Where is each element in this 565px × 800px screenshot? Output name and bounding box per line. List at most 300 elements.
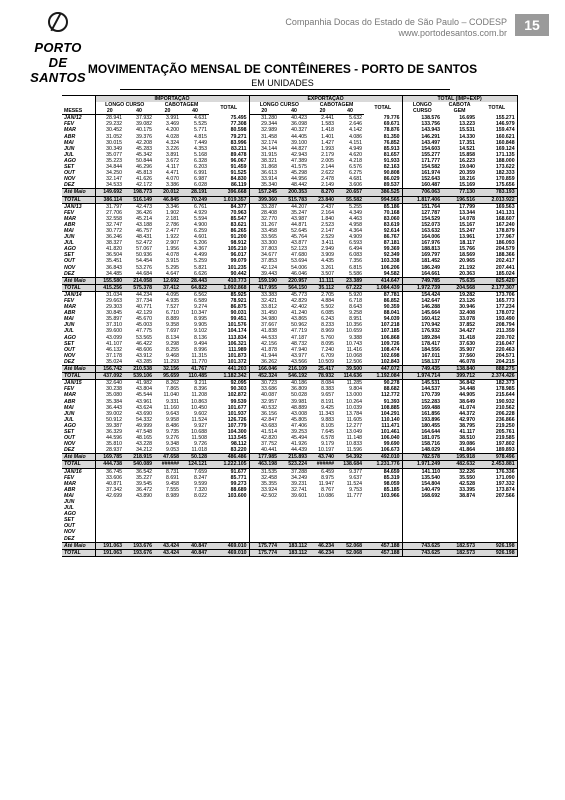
value-cell: 41.982 <box>124 380 154 387</box>
value-cell: 204.215 <box>477 359 517 366</box>
value-cell: 143.497 <box>402 140 442 146</box>
month-cell: JAN/16 <box>62 468 95 475</box>
value-cell: 214.058 <box>124 277 154 284</box>
value-cell: 35.247 <box>291 209 308 216</box>
value-cell: 46.078 <box>442 359 477 366</box>
value-cell: 39.376 <box>136 133 152 140</box>
value-cell: 9.377 <box>336 468 364 475</box>
value-cell: 37.667 <box>249 322 279 328</box>
value-cell: 43.865 <box>291 316 308 323</box>
value-cell: 78.876 <box>383 127 400 134</box>
value-cell: 926.198 <box>477 542 517 549</box>
value-cell: 3.346 <box>154 203 181 210</box>
value-cell: 8.975 <box>321 474 335 481</box>
value-cell: 86.119 <box>209 182 249 189</box>
value-cell: 155.277 <box>402 152 442 158</box>
value-cell: 31.868 <box>249 164 279 170</box>
value-cell: 101.937 <box>227 410 247 417</box>
value-cell: 3.991 <box>166 115 179 122</box>
value-cell <box>124 536 154 543</box>
header-exp-cabotagem: CABOTAGEM <box>319 102 354 109</box>
value-cell: 6.203 <box>194 164 207 171</box>
value-cell: 39.086 <box>459 441 476 448</box>
value-cell: 99.273 <box>230 480 247 487</box>
value-cell: 79.776 <box>383 115 400 122</box>
value-cell: 204.579 <box>477 246 517 252</box>
header-exp-total: TOTAL <box>374 105 392 112</box>
value-cell: 782.578 <box>402 454 442 461</box>
value-cell: 157.245 <box>249 189 279 196</box>
value-cell: 6.626 <box>181 271 209 278</box>
month-cell: JAN/13 <box>62 203 95 210</box>
value-cell: 169.797 <box>402 252 442 258</box>
value-cell: 46.757 <box>136 227 152 234</box>
value-cell: 40.423 <box>291 115 308 122</box>
value-cell: 29.232 <box>95 121 124 127</box>
value-cell: 31.267 <box>249 222 279 228</box>
value-cell: 743.625 <box>402 549 442 556</box>
value-cell: 28.443 <box>181 277 209 284</box>
header-exp-cab-20: 20 <box>309 108 336 115</box>
value-cell: 13.961 <box>459 234 476 241</box>
value-cell: 90.278 <box>364 380 402 387</box>
value-cell: 44.905 <box>459 392 476 399</box>
value-cell: 75.495 <box>230 115 247 122</box>
value-cell: 2.147 <box>321 227 335 234</box>
value-cell: 76.852 <box>383 139 400 146</box>
value-cell: 4.620 <box>349 151 363 158</box>
value-cell: 3.386 <box>154 182 181 189</box>
value-cell: 12.506 <box>336 359 364 366</box>
value-cell: 45.670 <box>136 316 152 323</box>
value-cell: 167.976 <box>402 240 442 246</box>
table-row <box>62 203 517 210</box>
value-cell: 52.068 <box>336 542 364 549</box>
value-cell: 32.640 <box>95 380 124 387</box>
value-cell: 46.234 <box>309 542 336 549</box>
value-cell: 9.258 <box>349 310 363 317</box>
value-cell: 18.117 <box>459 240 476 247</box>
value-cell: 79.271 <box>230 133 247 140</box>
value-cell: 9.211 <box>181 380 209 387</box>
value-cell: 9.388 <box>349 334 363 341</box>
value-cell: 43.624 <box>136 404 152 411</box>
month-cell: JUN <box>64 234 75 241</box>
value-cell: 176.932 <box>402 328 442 334</box>
value-cell: 53.565 <box>136 334 152 341</box>
value-cell: 410.773 <box>209 277 249 284</box>
month-cell: AGO <box>64 246 76 253</box>
value-cell: 34.448 <box>459 386 476 393</box>
header-imp-total: TOTAL <box>220 105 238 112</box>
value-cell: 15.858 <box>459 151 476 158</box>
value-cell: 126.726 <box>227 416 247 423</box>
value-cell: 207.441 <box>477 265 517 271</box>
month-cell: TOTAL <box>62 196 95 203</box>
value-cell: 9.348 <box>166 441 179 448</box>
table-row <box>62 182 517 189</box>
value-cell: 48.165 <box>136 435 152 442</box>
value-cell: 9.804 <box>349 386 363 393</box>
value-cell: 492.010 <box>364 454 402 461</box>
value-cell: 2.181 <box>166 215 179 222</box>
value-cell: 41.514 <box>249 429 279 435</box>
value-cell: 11.777 <box>346 492 363 499</box>
value-cell: 11.285 <box>336 380 364 387</box>
value-cell: 515.783 <box>279 196 309 203</box>
value-cell: 2.477 <box>166 227 179 234</box>
value-cell: 39.387 <box>95 423 124 429</box>
value-cell: 32.174 <box>249 140 279 146</box>
value-cell: 35.550 <box>459 474 476 481</box>
value-cell: 10.863 <box>191 398 207 405</box>
value-cell: 52.068 <box>336 549 364 556</box>
value-cell: 43.424 <box>154 542 181 549</box>
value-cell: 10.509 <box>309 359 336 366</box>
month-cell: FEV <box>64 474 75 481</box>
value-cell: 91.200 <box>230 234 247 241</box>
value-cell: 41.864 <box>442 447 477 454</box>
value-cell: 23.126 <box>459 298 476 304</box>
value-cell: 35.080 <box>95 392 124 398</box>
value-cell: 39.253 <box>291 428 308 435</box>
month-cell: FEV <box>64 209 75 216</box>
value-cell: 1.182.342 <box>209 373 249 380</box>
value-cell: 47.940 <box>291 346 308 353</box>
value-cell: 28.941 <box>95 115 124 122</box>
value-cell: 101.372 <box>209 359 249 366</box>
value-cell: 106.040 <box>380 435 400 442</box>
value-cell: 31.797 <box>95 203 124 210</box>
value-cell: 8.486 <box>166 422 179 429</box>
value-cell: 182.573 <box>442 542 477 549</box>
value-cell: 96.017 <box>230 252 247 259</box>
month-cell: ABR <box>64 310 76 317</box>
value-cell: 20.363 <box>442 271 477 278</box>
value-cell: 3.915 <box>166 258 179 265</box>
value-cell: 417.955 <box>249 284 279 291</box>
value-cell: 21.192 <box>459 264 476 271</box>
value-cell: 91.677 <box>209 468 249 475</box>
value-cell: 173.622 <box>477 164 517 170</box>
value-cell: 6.718 <box>349 298 363 304</box>
value-cell: 10.197 <box>309 447 336 454</box>
value-cell: 48.889 <box>291 404 308 411</box>
value-cell: 444.738 <box>95 461 124 468</box>
value-cell <box>364 536 402 543</box>
value-cell: 9.643 <box>166 410 179 417</box>
value-cell: 44.596 <box>95 435 124 441</box>
value-cell: 9.494 <box>194 340 207 347</box>
value-cell: 186.249 <box>402 265 442 271</box>
value-cell: 89.478 <box>230 151 247 158</box>
value-cell: 4.935 <box>166 298 179 304</box>
value-cell: 83.060 <box>383 215 400 222</box>
value-cell: 9.298 <box>166 340 179 347</box>
value-cell: 46.046 <box>279 271 309 278</box>
value-cell: 36.156 <box>249 411 279 417</box>
value-cell: 36.329 <box>95 429 124 435</box>
value-cell: 8.262 <box>154 380 181 387</box>
ate-maio-row <box>62 189 517 196</box>
value-cell: 9.468 <box>166 352 179 359</box>
value-cell: 45.298 <box>291 170 308 177</box>
header-tot-total: TOTAL <box>477 102 517 115</box>
value-cell: 2.646 <box>349 121 363 128</box>
value-cell: 85.186 <box>364 203 402 210</box>
value-cell: 540.089 <box>124 461 154 468</box>
title-divider <box>120 89 450 90</box>
value-cell: 141.131 <box>477 210 517 216</box>
value-cell: 8.989 <box>166 492 179 499</box>
value-cell: 37.288 <box>279 468 309 475</box>
value-cell: 173.706 <box>477 291 517 298</box>
value-cell: 140.479 <box>402 487 442 493</box>
value-cell: 43.877 <box>291 240 308 247</box>
value-cell: 37.412 <box>154 284 181 291</box>
value-cell <box>209 536 249 543</box>
month-cell: JUL <box>64 328 74 335</box>
month-cell: DEZ <box>62 447 95 454</box>
value-cell: 39.500 <box>336 366 364 373</box>
value-cell: 112.772 <box>381 392 400 399</box>
value-cell: 178.072 <box>477 310 517 316</box>
value-cell: 85.319 <box>383 474 400 481</box>
value-cell: 8.996 <box>194 346 207 353</box>
header-total-imp-exp: TOTAL (IMP+EXP) <box>402 96 517 103</box>
page-subtitle: EM UNIDADES <box>251 78 314 88</box>
value-cell: 191.063 <box>95 549 124 556</box>
value-cell: 6.576 <box>349 164 363 171</box>
month-cell: MAI <box>64 492 74 499</box>
value-cell: 77.308 <box>230 121 247 128</box>
month-cell: ABR <box>64 133 76 140</box>
company-info <box>285 17 507 39</box>
month-cell: TOTAL <box>62 284 95 291</box>
value-cell: 169.563 <box>477 203 517 210</box>
value-cell: 15.169 <box>442 182 477 189</box>
value-cell: 42.829 <box>291 298 308 304</box>
value-cell: 84.377 <box>209 203 249 210</box>
value-cell: 43.424 <box>154 549 181 556</box>
value-cell: 167.011 <box>402 353 442 359</box>
value-cell: 186.093 <box>477 240 517 246</box>
value-cell: 42.502 <box>249 493 279 499</box>
header-imp-lc-40: 40 <box>124 108 154 115</box>
value-cell: 4.815 <box>194 133 207 140</box>
month-cell: OUT <box>64 523 75 530</box>
value-cell: 11.111 <box>309 277 336 284</box>
month-cell: AGO <box>64 334 76 341</box>
value-cell: 108.474 <box>380 346 400 353</box>
value-cell: 32.408 <box>459 310 476 317</box>
value-cell: 9.958 <box>166 416 179 423</box>
month-cell: MAI <box>64 316 74 323</box>
value-cell: 41.878 <box>249 347 279 353</box>
value-cell: 41.074 <box>459 404 476 411</box>
value-cell: 91.525 <box>230 170 247 177</box>
value-cell: 164.644 <box>402 429 442 435</box>
month-cell: SET <box>64 164 75 171</box>
value-cell: 47.406 <box>291 422 308 429</box>
value-cell: 175.774 <box>249 542 279 549</box>
month-cell: MAI <box>64 139 74 146</box>
value-cell: 3.226 <box>166 145 179 152</box>
value-cell: 83.220 <box>209 447 249 454</box>
value-cell: 888.275 <box>477 366 517 373</box>
value-cell: 70.168 <box>383 209 400 216</box>
value-cell: 39.082 <box>136 121 152 128</box>
value-cell: 396.668 <box>209 189 249 196</box>
value-cell: 35.451 <box>95 258 124 264</box>
value-cell: 38.795 <box>459 422 476 429</box>
value-cell: 205.761 <box>477 429 517 435</box>
value-cell: 107.779 <box>227 422 247 429</box>
value-cell: 37.932 <box>136 115 152 122</box>
value-cell: 54.454 <box>136 258 152 265</box>
value-cell: 48.442 <box>279 182 309 189</box>
value-cell: 825.420 <box>477 277 517 284</box>
value-cell: 154.804 <box>402 481 442 487</box>
value-cell: 4.142 <box>349 127 363 134</box>
value-cell: 6.328 <box>194 157 207 164</box>
value-cell: 9.927 <box>194 422 207 429</box>
value-cell: 84.659 <box>364 468 402 475</box>
value-cell: 30.349 <box>95 146 124 152</box>
value-cell: 43.228 <box>136 441 152 448</box>
value-cell: 4.463 <box>349 215 363 222</box>
month-cell: DEZ <box>62 271 95 278</box>
value-cell: 204.568 <box>442 284 477 291</box>
total-row <box>62 549 517 556</box>
value-cell: ###### <box>154 461 181 468</box>
month-cell: SET <box>64 252 75 259</box>
value-cell: 40.186 <box>279 380 309 387</box>
value-cell: 36.246 <box>95 234 124 240</box>
value-cell: 98.112 <box>230 441 247 448</box>
month-cell: OUT <box>64 435 75 442</box>
value-cell: 45.003 <box>136 322 152 329</box>
value-cell: 188.366 <box>477 252 517 258</box>
value-cell: 160.848 <box>477 140 517 146</box>
value-cell: 40.532 <box>249 405 279 411</box>
value-cell: 47.680 <box>291 252 308 259</box>
value-cell: 168.607 <box>477 216 517 222</box>
value-cell: 6.578 <box>321 435 335 442</box>
value-cell: 34.844 <box>95 164 124 170</box>
value-cell: 36.809 <box>291 386 308 393</box>
value-cell: 1.427 <box>321 139 335 146</box>
value-cell: 104.174 <box>227 328 247 335</box>
value-cell: 5.632 <box>349 115 363 122</box>
value-cell: 220.463 <box>477 347 517 353</box>
value-cell: 9.331 <box>166 398 179 405</box>
value-cell: 104.300 <box>227 428 247 435</box>
value-cell: 34.249 <box>291 474 308 481</box>
value-cell: 14.078 <box>459 215 476 222</box>
value-cell: 28.408 <box>249 210 279 216</box>
value-cell: 159.474 <box>477 127 517 133</box>
month-cell: MAR <box>64 480 76 487</box>
value-cell: 101.461 <box>380 428 400 435</box>
value-cell: 207.566 <box>477 493 517 499</box>
value-cell: 10.833 <box>346 441 363 448</box>
table-row <box>62 115 517 122</box>
value-cell: 32.421 <box>249 298 279 304</box>
value-cell: 220.957 <box>279 277 309 284</box>
value-cell: 37.342 <box>95 487 124 493</box>
value-cell: 5.206 <box>194 240 207 247</box>
value-cell: 164.661 <box>402 271 442 278</box>
table-row <box>62 291 517 298</box>
value-cell: 110.140 <box>381 416 400 423</box>
value-cell: 486.486 <box>209 454 249 461</box>
value-cell: 13.344 <box>459 209 476 216</box>
value-cell: 32.741 <box>291 486 308 493</box>
value-cell: 46.132 <box>95 347 124 353</box>
value-cell: 204.571 <box>477 353 517 359</box>
header-exportacao: EXPORTAÇÃO <box>249 96 402 103</box>
value-cell: 11.315 <box>191 352 207 359</box>
month-cell: JUN <box>64 410 75 417</box>
value-cell: 17.799 <box>442 203 477 210</box>
value-cell: 8.889 <box>166 316 179 323</box>
value-cell: 33.686 <box>249 386 279 392</box>
value-cell: 4.601 <box>194 234 207 241</box>
value-cell: 146.291 <box>402 134 442 140</box>
value-cell: 175.774 <box>249 549 279 556</box>
value-cell: 96.067 <box>230 157 247 164</box>
value-cell: 185.024 <box>477 271 517 278</box>
value-cell: 3.411 <box>321 240 335 247</box>
table-row <box>62 468 517 475</box>
value-cell: 133.756 <box>402 121 442 127</box>
value-cell: 447.072 <box>364 366 402 373</box>
value-cell: 220.702 <box>477 335 517 341</box>
value-cell: 32.747 <box>95 222 124 228</box>
month-cell: FEV <box>64 298 75 304</box>
value-cell: 37.852 <box>459 322 476 329</box>
header-imp-cabotagem: CABOTAGEM <box>164 102 199 109</box>
value-cell: 55.582 <box>336 196 364 203</box>
value-cell: 43.961 <box>136 398 152 405</box>
value-cell: 143.943 <box>402 127 442 133</box>
value-cell: 31.280 <box>249 115 279 122</box>
value-cell: 43.690 <box>136 410 152 417</box>
value-cell: 4.349 <box>349 209 363 216</box>
value-cell: 40.441 <box>249 447 279 454</box>
month-cell: FEV <box>64 386 75 393</box>
value-cell: 36.613 <box>249 170 279 176</box>
value-cell: 169.785 <box>95 454 124 461</box>
value-cell: 53.276 <box>136 264 152 271</box>
value-cell: 7.697 <box>166 328 179 335</box>
value-cell: 8.136 <box>194 334 207 341</box>
value-cell: 36.472 <box>136 486 152 493</box>
value-cell: 44.234 <box>124 291 154 298</box>
value-cell: 39.600 <box>95 328 124 334</box>
value-cell: 6.494 <box>349 246 363 253</box>
company-name: Companhia Docas do Estado de São Paulo – CODESP <box>285 17 507 27</box>
value-cell: 783.193 <box>477 189 517 196</box>
value-cell: 12.277 <box>346 422 363 429</box>
value-cell: 2.786 <box>166 221 179 228</box>
value-cell: 6.987 <box>194 176 207 183</box>
value-cell: 8.022 <box>194 492 207 499</box>
value-cell: 106.868 <box>380 334 400 341</box>
value-cell: 37.752 <box>249 441 279 447</box>
value-cell: 4.499 <box>194 252 207 259</box>
